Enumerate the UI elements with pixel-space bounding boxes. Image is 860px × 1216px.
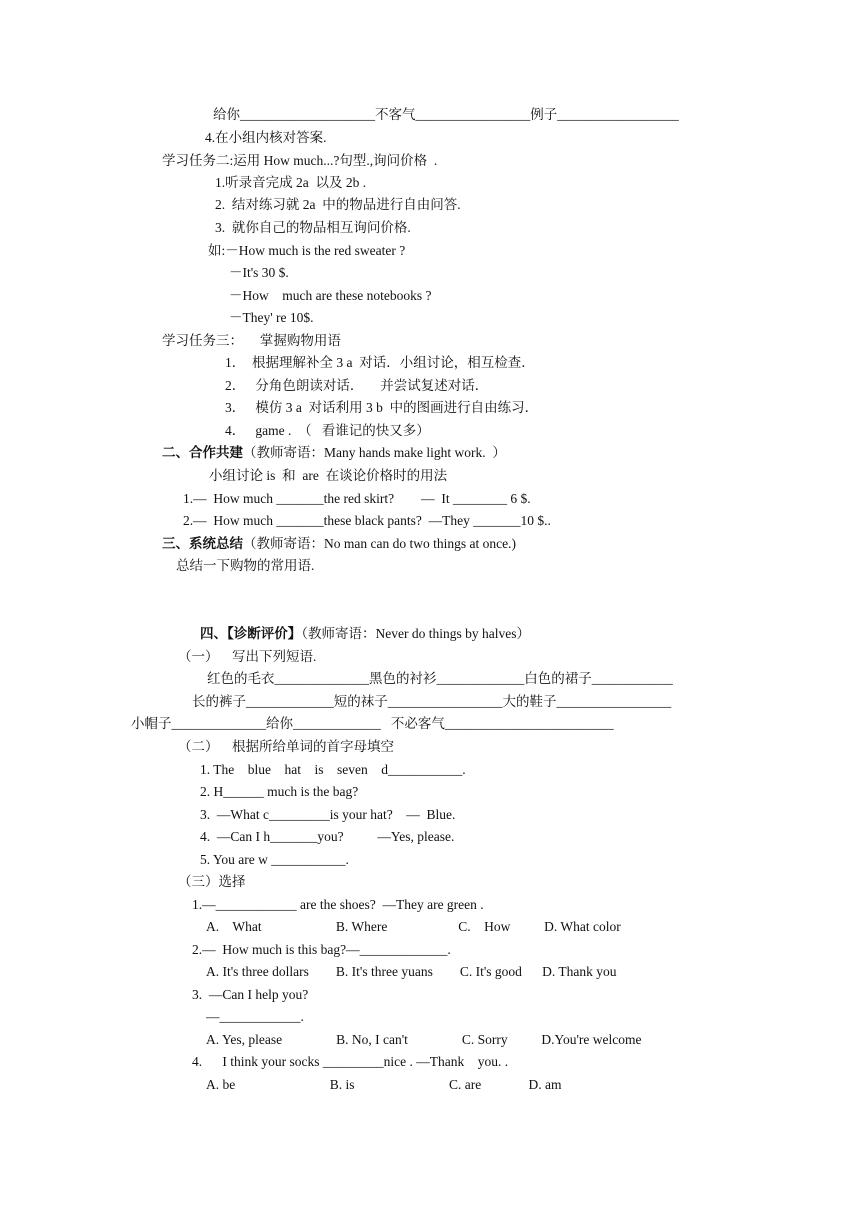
choice-options-2: A. It's three dollars B. It's three yuans C. It's good D. Thank you (206, 964, 617, 979)
summary-note: （教师寄语：No man can do two things at once.) (243, 536, 516, 551)
choice-options-4: A. be B. is C. are D. am (206, 1077, 562, 1092)
evaluation-note: （教师寄语：Never do things by halves） (301, 626, 530, 641)
task-three-step-4: 4． game . （ 看谁记的快又多） (225, 423, 430, 438)
task-three-step-3: 3． 模仿 3 a 对话利用 3 b 中的图画进行自由练习． (225, 400, 539, 415)
cooperate-note: （教师寄语：Many hands make light work. ） (243, 445, 506, 460)
fill-item-5: 5. You are w ___________. (200, 852, 349, 867)
section-two-title: （二） 根据所给单词的首字母填空 (178, 739, 394, 754)
example-line-2: －It's 30 $. (229, 265, 289, 280)
cooperate-heading (162, 444, 506, 462)
task-three-title: 学习任务三： 掌握购物用语 (162, 333, 341, 348)
task-two-step-1: 1.听录音完成 2a 以及 2b . (215, 175, 367, 190)
cooperate-item-2: 2.— How much _______these black pants? —They _______10 $.. (183, 513, 551, 528)
summary-heading (162, 535, 516, 553)
task-two-title: 学习任务二:运用 How much...?句型.,询问价格 . (162, 153, 438, 168)
evaluation-heading (200, 625, 530, 643)
task-three-step-1: 1． 根据理解补全 3 a 对话．小组讨论，相互检查． (225, 355, 535, 370)
phrase-line-3: 小帽子______________给你_____________ 不必客气_________________________ (131, 716, 614, 731)
choice-options-3: A. Yes, please B. No, I can't C. Sorry D.You're welcome (206, 1032, 642, 1047)
vocab-line: 给你____________________不客气_________________例子__________________ (213, 107, 679, 122)
choice-answer-blank-3: —____________. (206, 1009, 304, 1024)
task-three-step-2: 2． 分角色朗读对话． 并尝试复述对话． (225, 378, 489, 393)
example-line-1: 如:－How much is the red sweater ? (208, 243, 406, 258)
section-three-title: （三）选择 (178, 874, 246, 889)
fill-item-3: 3. —What c_________is your hat? — Blue. (200, 807, 456, 822)
fill-item-2: 2. H______ much is the bag? (200, 784, 359, 799)
example-line-3: －How much are these notebooks ? (229, 288, 432, 303)
step-line: 4.在小组内核对答案. (205, 130, 327, 145)
phrase-line-2: 长的裤子_____________短的袜子_________________大的鞋子_________________ (192, 694, 672, 709)
choice-question-2: 2.— How much is this bag?—_____________. (192, 942, 451, 957)
group-discussion-line: 小组讨论 is 和 are 在谈论价格时的用法 (209, 468, 448, 483)
fill-item-1: 1. The blue hat is seven d___________. (200, 762, 466, 777)
cooperate-title: 二、合作共建 (162, 445, 243, 460)
task-two-step-2: 2. 结对练习就 2a 中的物品进行自由问答. (215, 197, 461, 212)
choice-question-1: 1.—____________ are the shoes? —They are green . (192, 897, 484, 912)
choice-options-1: A. What B. Where C. How D. What color (206, 919, 621, 934)
summary-line: 总结一下购物的常用语. (176, 558, 315, 573)
task-two-step-3: 3. 就你自己的物品相互询问价格. (215, 220, 411, 235)
choice-question-3: 3. —Can I help you? (192, 987, 309, 1002)
cooperate-item-1: 1.— How much _______the red skirt? — It ________ 6 $. (183, 491, 531, 506)
example-line-4: －They' re 10$. (229, 310, 314, 325)
evaluation-title: 四、【诊断评价】 (200, 626, 302, 641)
choice-question-4: 4. I think your socks _________nice . —Thank you. . (192, 1054, 509, 1069)
summary-title: 三、系统总结 (162, 536, 243, 551)
section-one-title: （一） 写出下列短语. (178, 649, 317, 664)
phrase-line-1: 红色的毛衣______________黑色的衬衫_____________白色的裙子____________ (207, 671, 673, 686)
fill-item-4: 4. —Can I h_______you? —Yes, please. (200, 829, 455, 844)
